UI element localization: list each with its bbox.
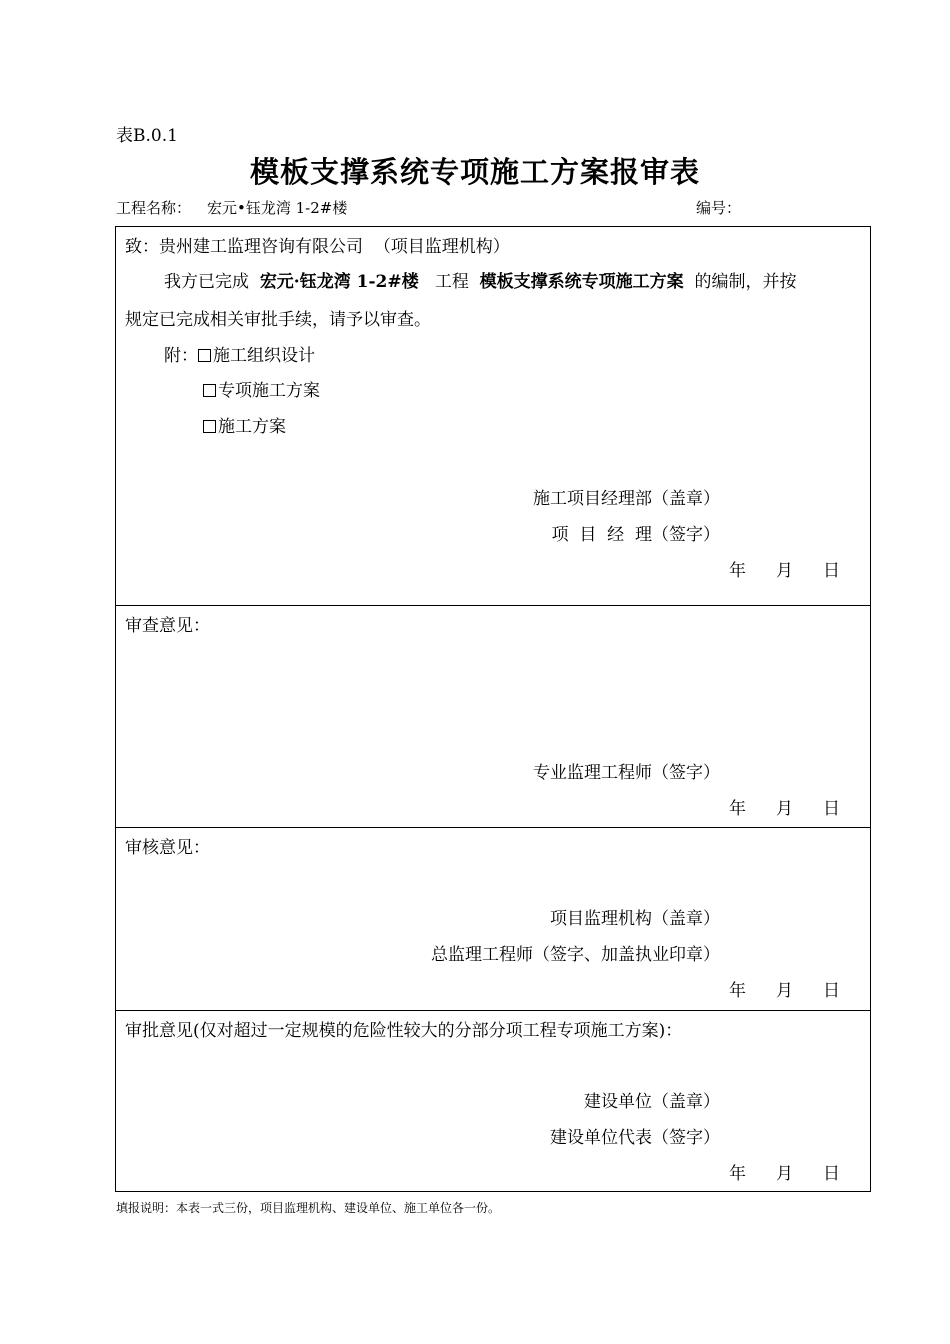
- date-month: 月: [776, 1164, 793, 1184]
- project-manager-sign-line: 项 目 经 理（签字）: [551, 525, 720, 545]
- checkbox[interactable]: [203, 384, 216, 397]
- addressee-line: [125, 232, 510, 257]
- statement-plan: 模板支撑系统专项施工方案: [479, 272, 684, 292]
- attachment-text: 专项施工方案: [218, 381, 320, 401]
- statement-text-b: 工程: [434, 272, 469, 292]
- date-line: [729, 556, 840, 581]
- date-month: 月: [776, 799, 793, 819]
- engineer-sign-line: 专业监理工程师（签字）: [533, 763, 720, 783]
- form-code: 表B.0.1: [116, 126, 178, 146]
- statement-text-a: 我方已完成: [164, 272, 249, 292]
- statement-line-2: 规定已完成相关审批手续，请予以审查。: [125, 310, 431, 330]
- contractor-seal-line: 施工项目经理部（盖章）: [533, 489, 720, 509]
- attachment-text: 施工方案: [218, 417, 286, 437]
- project-name-value: 宏元•钰龙湾 1-2#楼: [207, 199, 348, 217]
- number-label: 编号：: [696, 199, 742, 217]
- attachment-label: 附：: [164, 346, 198, 366]
- audit-section: [116, 827, 870, 1010]
- date-year: 年: [729, 561, 746, 581]
- chief-engineer-sign-line: 总监理工程师（签字、加盖执业印章）: [431, 945, 720, 965]
- supervisor-org: 贵州建工监理咨询有限公司: [159, 237, 363, 257]
- date-month: 月: [776, 981, 793, 1001]
- to-suffix: （项目监理机构）: [373, 237, 510, 257]
- checkbox[interactable]: [203, 420, 216, 433]
- project-name-label: 工程名称：: [116, 199, 192, 217]
- owner-seal-line: 建设单位（盖章）: [584, 1092, 720, 1112]
- attachment-1: [164, 341, 315, 366]
- statement-text-c: 的编制，并按: [694, 272, 797, 292]
- statement-line-1: [164, 267, 796, 292]
- date-day: 日: [823, 1164, 840, 1184]
- date-year: 年: [729, 799, 746, 819]
- date-year: 年: [729, 981, 746, 1001]
- attachment-3: [203, 412, 286, 437]
- date-year: 年: [729, 1164, 746, 1184]
- date-day: 日: [823, 981, 840, 1001]
- submission-section: [116, 227, 870, 605]
- approval-label: 审批意见(仅对超过一定规模的危险性较大的分部分项工程专项施工方案)：: [125, 1021, 683, 1041]
- date-line: [729, 976, 840, 1001]
- checkbox[interactable]: [198, 349, 211, 362]
- audit-label: 审核意见：: [125, 838, 210, 858]
- review-label: 审查意见：: [125, 616, 210, 636]
- review-section: [116, 605, 870, 827]
- date-line: [729, 794, 840, 819]
- owner-rep-sign-line: 建设单位代表（签字）: [550, 1128, 720, 1148]
- date-month: 月: [776, 561, 793, 581]
- attachment-text: 施工组织设计: [213, 346, 315, 366]
- date-day: 日: [823, 799, 840, 819]
- approval-section: [116, 1010, 870, 1191]
- approval-form-table: [115, 226, 871, 1192]
- attachment-2: [203, 376, 320, 401]
- supervisor-seal-line: 项目监理机构（盖章）: [550, 909, 720, 929]
- to-prefix: 致：: [125, 237, 159, 257]
- statement-project: 宏元·钰龙湾 1-2#楼: [259, 272, 419, 292]
- date-line: [729, 1159, 840, 1184]
- page-title: 模板支撑系统专项施工方案报审表: [249, 155, 700, 189]
- date-day: 日: [823, 561, 840, 581]
- footnote: 填报说明：本表一式三份，项目监理机构、建设单位、施工单位各一份。: [116, 1201, 501, 1215]
